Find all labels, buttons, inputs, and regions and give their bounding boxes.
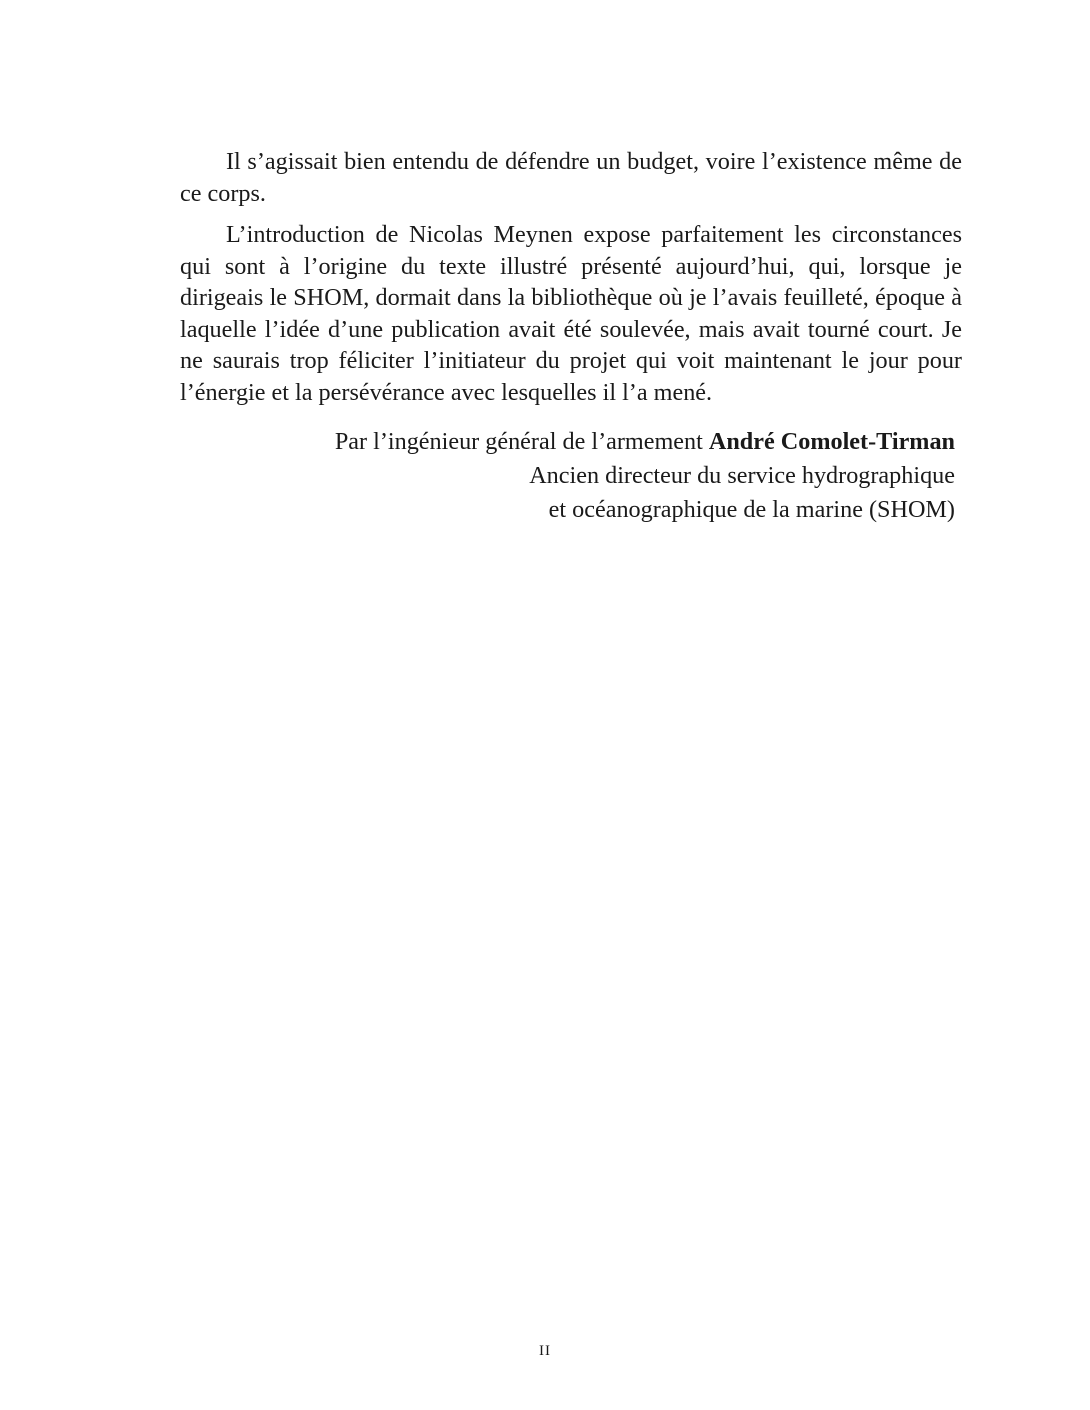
- signature-prefix: Par l’ingénieur général de l’armement: [334, 428, 709, 455]
- signature-name: André Comolet-Tirman: [708, 428, 955, 455]
- page-number: II: [539, 1343, 551, 1359]
- paragraph-budget: Il s’agissait bien entendu de défendre un budget, voire l’existence même de ce corps.: [180, 148, 962, 207]
- signature-role-line-1: Ancien directeur du service hydrographique: [529, 462, 955, 489]
- paragraph-introduction: L’introduction de Nicolas Meynen expose parfaitement les circonstances qui sont à l’origine du texte illustré présenté aujourd’hui, qui, lorsque je dirigeais le SHOM, dormait dans la bibliothèque où je l’avais feuilleté, époque à laquelle l’idée d’une publication avait été soulevée, mais avait tourné court. Je ne saurais trop féliciter l’initiateur du projet qui voit maintenant le jour pour l’énergie et la persévérance avec lesquelles il l’a mené.: [180, 221, 962, 406]
- signature-role-line-2: et océanographique de la marine (SHOM): [548, 496, 955, 523]
- body-text: [180, 146, 962, 418]
- signature-author-line: [335, 425, 955, 459]
- signature-block: [335, 425, 955, 527]
